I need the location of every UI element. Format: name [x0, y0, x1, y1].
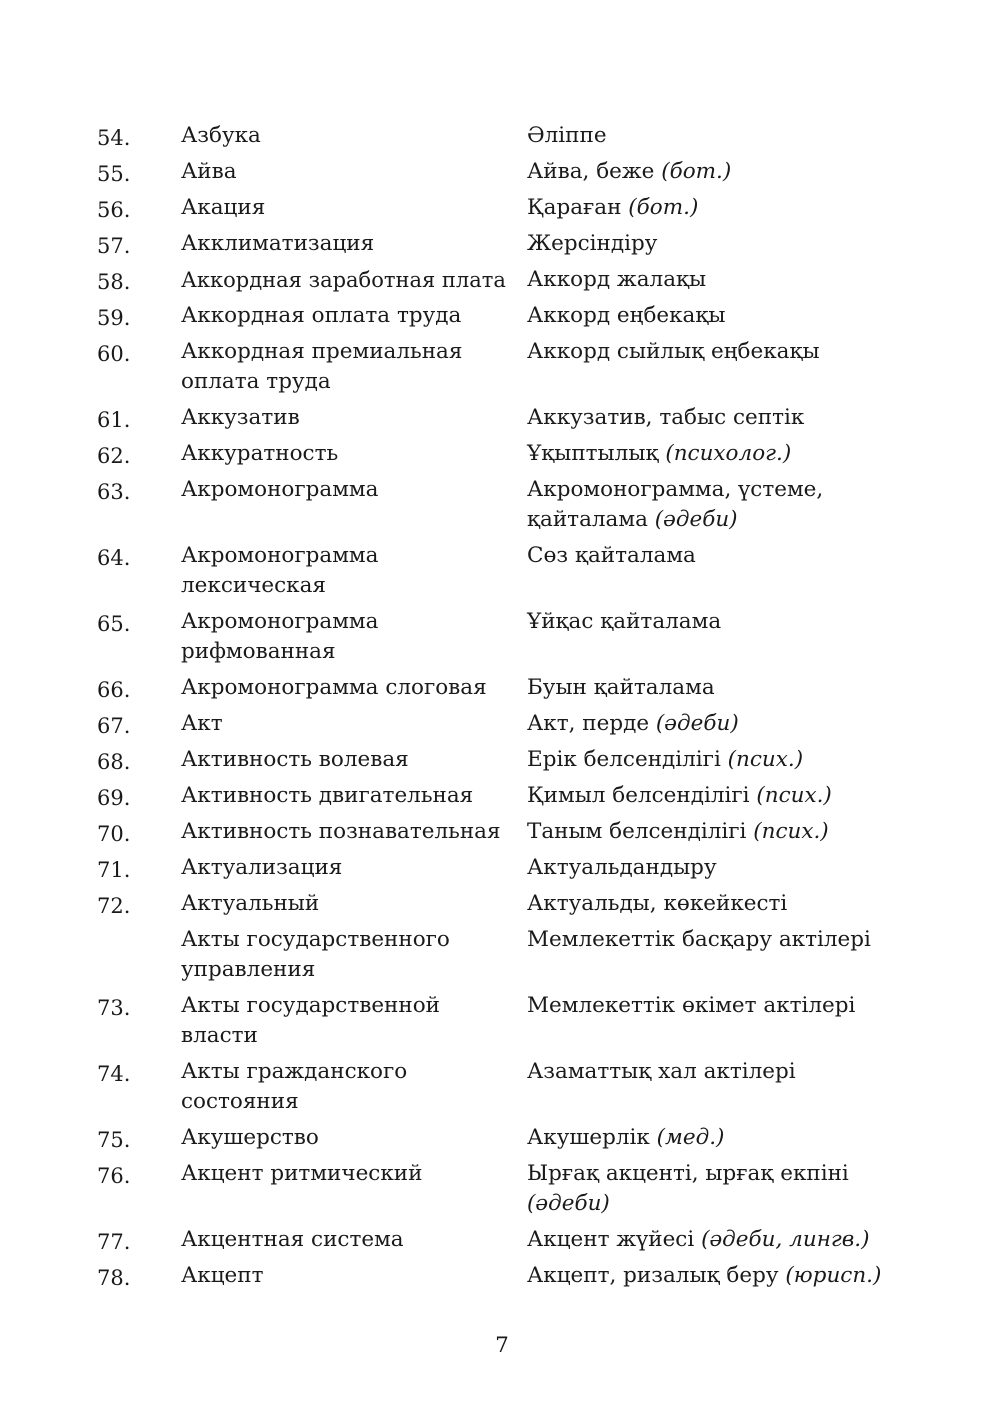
entry-number: 68.	[97, 750, 131, 774]
kazakh-term: Акцепт, ризалық беру (юрисп.)	[527, 1263, 882, 1288]
entry-number: 60.	[97, 342, 131, 366]
table-row	[0, 1057, 1004, 1123]
kazakh-term: Актуальды, көкейкесті	[527, 891, 788, 916]
table-row	[0, 301, 1004, 337]
usage-note: (әдеби)	[654, 507, 738, 532]
russian-term: Акромонограмма лексическая	[181, 543, 379, 598]
kazakh-term: Ырғақ акценті, ырғақ екпіні (әдеби)	[527, 1161, 849, 1216]
russian-term: Актуальный	[181, 891, 320, 916]
table-row	[0, 1225, 1004, 1261]
entry-number: 55.	[97, 162, 131, 186]
russian-term: Актуализация	[181, 855, 343, 880]
table-row	[0, 475, 1004, 541]
entry-number: 59.	[97, 306, 131, 330]
russian-term: Акт	[181, 711, 223, 736]
table-row	[0, 817, 1004, 853]
russian-term: Акация	[181, 195, 266, 220]
russian-term: Акцентная система	[181, 1227, 404, 1252]
entry-number: 76.	[97, 1164, 131, 1188]
russian-term: Активность двигательная	[181, 783, 474, 808]
russian-term: Акцент ритмический	[181, 1161, 423, 1186]
entry-number: 73.	[97, 996, 131, 1020]
table-row	[0, 889, 1004, 925]
table-row	[0, 709, 1004, 745]
russian-term: Акклиматизация	[181, 231, 375, 256]
usage-note: (бот.)	[661, 159, 732, 184]
usage-note: (мед.)	[656, 1125, 725, 1150]
table-row	[0, 337, 1004, 403]
table-row	[0, 157, 1004, 193]
usage-note: (психолог.)	[665, 441, 792, 466]
entry-number: 75.	[97, 1128, 131, 1152]
entry-number: 62.	[97, 444, 131, 468]
russian-term: Акромонограмма слоговая	[181, 675, 487, 700]
entry-number: 71.	[97, 858, 131, 882]
russian-term: Аккордная оплата труда	[181, 303, 462, 328]
russian-term: Акцепт	[181, 1263, 264, 1288]
table-row	[0, 1123, 1004, 1159]
table-row	[0, 439, 1004, 475]
table-row	[0, 541, 1004, 607]
usage-note: (юрисп.)	[785, 1263, 882, 1288]
entry-number: 64.	[97, 546, 131, 570]
entry-number: 57.	[97, 234, 131, 258]
entry-number: 70.	[97, 822, 131, 846]
table-row	[0, 607, 1004, 673]
kazakh-term: Ұқыптылық (психолог.)	[527, 441, 792, 466]
table-row	[0, 265, 1004, 301]
kazakh-term: Аккорд жалақы	[527, 267, 707, 292]
russian-term: Аккузатив	[181, 405, 300, 430]
kazakh-term: Акт, перде (әдеби)	[527, 711, 739, 736]
kazakh-term: Буын қайталама	[527, 675, 715, 700]
kazakh-term: Аккузатив, табыс септік	[527, 405, 805, 430]
usage-note: (әдеби)	[655, 711, 739, 736]
page-number: 7	[495, 1333, 509, 1358]
russian-term: Активность познавательная	[181, 819, 501, 844]
russian-term: Айва	[181, 159, 237, 184]
russian-term: Аккуратность	[181, 441, 339, 466]
entry-number: 63.	[97, 480, 131, 504]
russian-term: Азбука	[181, 123, 261, 148]
kazakh-term: Ұйқас қайталама	[527, 609, 722, 634]
entry-number: 61.	[97, 408, 131, 432]
russian-term: Акты гражданского состояния	[181, 1059, 408, 1114]
entry-number: 58.	[97, 270, 131, 294]
russian-term: Активность волевая	[181, 747, 409, 772]
table-row	[0, 853, 1004, 889]
kazakh-term: Акромонограмма, үстеме, қайталама (әдеби)	[527, 477, 824, 532]
entry-number: 65.	[97, 612, 131, 636]
entry-number: 77.	[97, 1230, 131, 1254]
kazakh-term: Қимыл белсенділігі (псих.)	[527, 783, 832, 808]
entry-number: 78.	[97, 1266, 131, 1290]
kazakh-term: Жерсіндіру	[527, 231, 658, 256]
kazakh-term: Әліппе	[527, 123, 607, 148]
table-row	[0, 229, 1004, 265]
table-row	[0, 1261, 1004, 1297]
kazakh-term: Акцент жүйесі (әдеби, лингв.)	[527, 1227, 870, 1252]
usage-note: (бот.)	[628, 195, 699, 220]
usage-note: (псих.)	[753, 819, 829, 844]
russian-term: Аккордная премиальная оплата труда	[181, 339, 463, 394]
table-row	[0, 781, 1004, 817]
glossary-table	[0, 121, 1004, 1297]
kazakh-term: Актуальдандыру	[527, 855, 717, 880]
kazakh-term: Акушерлік (мед.)	[527, 1125, 725, 1150]
table-row	[0, 193, 1004, 229]
entry-number: 69.	[97, 786, 131, 810]
kazakh-term: Сөз қайталама	[527, 543, 696, 568]
entry-number: 56.	[97, 198, 131, 222]
entry-number: 66.	[97, 678, 131, 702]
table-row	[0, 121, 1004, 157]
table-row	[0, 991, 1004, 1057]
entry-number: 72.	[97, 894, 131, 918]
kazakh-term: Азаматтық хал актілері	[527, 1059, 796, 1084]
kazakh-term: Айва, беже (бот.)	[527, 159, 732, 184]
usage-note: (псих.)	[756, 783, 832, 808]
usage-note: (псих.)	[727, 747, 804, 772]
table-row	[0, 925, 1004, 991]
russian-term: Акромонограмма рифмованная	[181, 609, 379, 664]
russian-term: Акушерство	[181, 1125, 319, 1150]
table-row	[0, 1159, 1004, 1225]
russian-term: Акты государственной власти	[181, 993, 440, 1048]
kazakh-term: Мемлекеттік өкімет актілері	[527, 993, 856, 1018]
russian-term: Акты государственного управления	[181, 927, 450, 982]
kazakh-term: Аккорд еңбекақы	[527, 303, 726, 328]
entry-number: 74.	[97, 1062, 131, 1086]
table-row	[0, 745, 1004, 781]
table-row	[0, 673, 1004, 709]
entry-number: 54.	[97, 126, 131, 150]
usage-note: (әдеби)	[527, 1191, 610, 1216]
kazakh-term: Аккорд сыйлық еңбекақы	[527, 339, 820, 364]
russian-term: Аккордная заработная плата	[181, 268, 506, 292]
kazakh-term: Қараған (бот.)	[527, 195, 699, 220]
kazakh-term: Таным белсенділігі (псих.)	[527, 819, 829, 844]
kazakh-term: Мемлекеттік басқару актілері	[527, 927, 871, 952]
usage-note: (әдеби, лингв.)	[701, 1227, 870, 1252]
russian-term: Акромонограмма	[181, 477, 379, 502]
entry-number: 67.	[97, 714, 131, 738]
table-row	[0, 403, 1004, 439]
kazakh-term: Ерік белсенділігі (псих.)	[527, 747, 804, 772]
